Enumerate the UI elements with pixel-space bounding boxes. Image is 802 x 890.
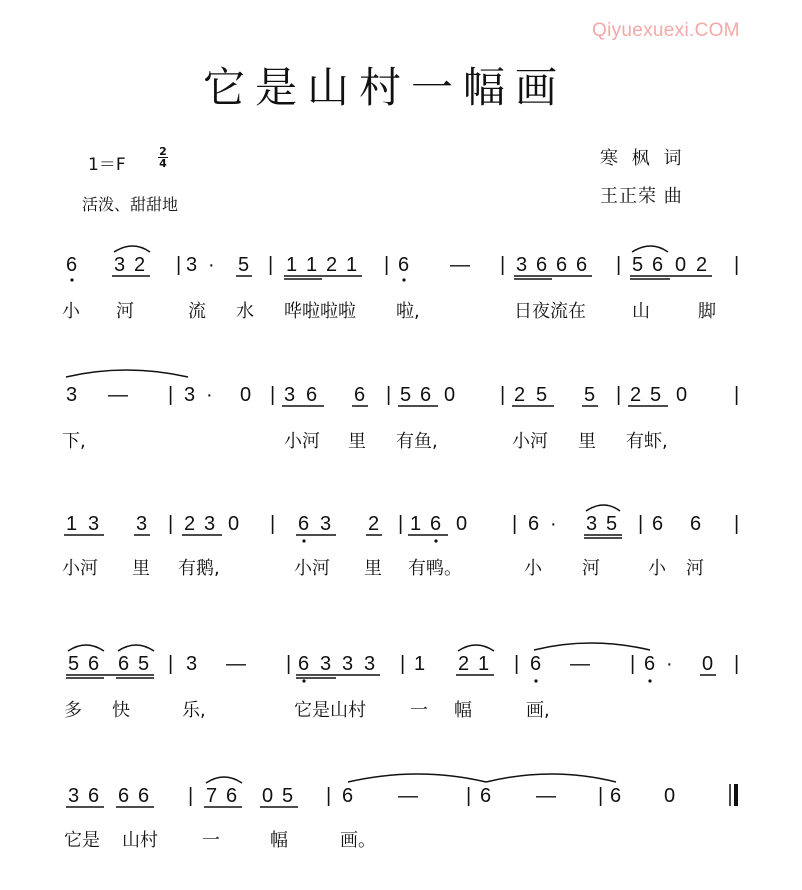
lyric: 山村 [122,830,158,851]
barline: | [734,513,740,535]
barline: | [616,254,622,276]
note: 6 [530,653,542,675]
barline: | [188,785,194,807]
barline: | [500,384,506,406]
note: 5 [400,384,412,406]
barline: | [734,254,740,276]
note: 6 [652,513,664,535]
lyric: 河 [116,301,134,322]
dash-extension: — [398,785,418,807]
dash-extension: — [226,653,246,675]
slur-tie [68,645,104,651]
barline: | [638,513,644,535]
lyric: 小河 [512,431,548,452]
score-line-3 [0,500,802,620]
lyric: 多 [64,700,82,721]
lyric: 日夜流在 [514,301,586,322]
note: 2 [368,513,380,535]
notation-line-2 [0,365,802,485]
note: 6 [306,384,318,406]
octave-dot [434,539,437,542]
note: 3 [516,254,528,276]
time-signature-bottom: 4 [159,157,167,170]
lyric: 画。 [340,830,376,851]
lyric: 里 [578,431,596,452]
note: 1 [286,254,298,276]
lyric: 有鹅, [178,558,220,579]
slur-tie [348,774,486,782]
note: 3 [186,254,198,276]
lyric: 脚 [698,301,716,322]
barline: | [286,653,292,675]
note: 6 [138,785,150,807]
note: 5 [282,785,294,807]
lyric: 小 [524,558,542,579]
note: 1 [346,254,358,276]
barline: | [168,513,174,535]
lyric: 画, [526,700,550,721]
note: 3 [136,513,148,535]
note: 6 [480,785,492,807]
note: 3 [66,384,78,406]
note: 5 [632,254,644,276]
note: 6 [66,254,78,276]
note: 5 [650,384,662,406]
rest: 0 [456,513,468,535]
octave-dot [302,679,305,682]
lyric: 啦, [396,301,420,322]
barline: | [384,254,390,276]
note: 1 [66,513,78,535]
note: 3 [184,384,196,406]
lyric: 一 [410,700,428,721]
augmentation-dot: · [666,653,673,675]
lyric: 有鸭。 [408,558,462,579]
tempo-marking: 活泼、甜甜地 [82,195,179,214]
lyric: 乐, [182,700,206,721]
note: 6 [420,384,432,406]
note: 1 [306,254,318,276]
note: 5 [68,653,80,675]
note: 2 [514,384,526,406]
barline: | [598,785,604,807]
note: 6 [644,653,656,675]
barline: | [270,384,276,406]
rest: 0 [240,384,252,406]
barline: | [400,653,406,675]
lyric: 它是 [64,830,100,851]
octave-dot [70,278,73,281]
note: 6 [528,513,540,535]
note: 2 [458,653,470,675]
slur-tie [586,505,620,511]
note: 3 [88,513,100,535]
lyric: 幅 [270,830,288,851]
note: 3 [364,653,376,675]
note: 2 [184,513,196,535]
barline: | [500,254,506,276]
lyric: 河 [686,558,704,579]
lyric: 有鱼, [396,431,438,452]
score-line-2 [0,365,802,485]
rest: 0 [676,384,688,406]
lyric: 小河 [284,431,320,452]
lyric: 里 [364,558,382,579]
note: 1 [478,653,490,675]
note: 3 [342,653,354,675]
barline: | [514,653,520,675]
note: 6 [88,785,100,807]
barline: | [326,785,332,807]
barline: | [734,384,740,406]
slur-tie [632,246,668,252]
note: 3 [186,653,198,675]
augmentation-dot: · [208,254,215,276]
lyric: 它是山村 [294,700,366,721]
note: 6 [342,785,354,807]
lyric: 一 [202,830,220,851]
note: 6 [118,653,130,675]
lyric: 山 [632,301,650,322]
note: 6 [556,254,568,276]
note: 1 [414,653,426,675]
note: 3 [68,785,80,807]
note: 5 [606,513,618,535]
lyric: 小 [648,558,666,579]
note: 6 [118,785,130,807]
note: 6 [298,513,310,535]
note: 3 [204,513,216,535]
slur-tie [534,643,650,650]
lyric: 小河 [294,558,330,579]
note: 6 [88,653,100,675]
note: 3 [320,653,332,675]
lyric: 快 [112,700,130,721]
note: 3 [284,384,296,406]
rest: 0 [228,513,240,535]
octave-dot [302,539,305,542]
notation-line-1 [0,235,802,355]
note: 7 [206,785,218,807]
barline: | [270,513,276,535]
rest: 0 [675,254,687,276]
note: 2 [630,384,642,406]
rest: 0 [262,785,274,807]
note: 6 [226,785,238,807]
slur-tie [458,645,494,651]
barline: | [176,254,182,276]
slur-tie [486,774,616,782]
note: 6 [398,254,410,276]
key-signature: 1＝F [88,155,126,175]
page-title: 它是山村一幅画 [202,63,567,112]
barline: | [386,384,392,406]
notation-line-3 [0,500,802,620]
note: 3 [586,513,598,535]
note: 5 [584,384,596,406]
composer-credit: 王正荣 曲 [600,186,683,207]
slur-tie [114,246,150,252]
lyric: 有虾, [626,431,668,452]
time-signature-top: 2 [159,145,167,158]
barline: | [466,785,472,807]
score-line-4 [0,640,802,760]
note: 5 [238,254,250,276]
note: 5 [536,384,548,406]
score-line-5 [0,770,802,890]
lyric: 哗啦啦啦 [284,301,356,322]
barline: | [734,653,740,675]
lyric: 小 [62,301,80,322]
barline: | [168,384,174,406]
rest: 0 [702,653,714,675]
note: 3 [320,513,332,535]
note: 6 [354,384,366,406]
octave-dot [534,679,537,682]
barline: | [398,513,404,535]
time-signature [158,146,168,169]
note: 6 [536,254,548,276]
lyric: 幅 [454,700,472,721]
rest: 0 [444,384,456,406]
note: 5 [138,653,150,675]
barline: | [268,254,274,276]
dash-extension: — [450,254,470,276]
lyric: 里 [132,558,150,579]
note: 6 [430,513,442,535]
lyric: 里 [348,431,366,452]
slur-tie [66,370,188,377]
note: 2 [696,254,708,276]
slur-tie [206,777,242,783]
dash-extension: — [108,384,128,406]
rest: 0 [664,785,676,807]
augmentation-dot: · [206,384,213,406]
score-line-1 [0,235,802,355]
lyric: 下, [62,431,86,452]
slur-tie [118,645,154,651]
octave-dot [402,278,405,281]
barline: | [616,384,622,406]
dash-extension: — [536,785,556,807]
barline: | [168,653,174,675]
watermark: Qiyuexuexi.COM [592,20,740,41]
notation-line-5 [0,770,802,890]
dash-extension: — [570,653,590,675]
note: 3 [114,254,126,276]
augmentation-dot: · [550,513,557,535]
note: 6 [652,254,664,276]
note: 2 [326,254,338,276]
note: 2 [134,254,146,276]
note: 6 [298,653,310,675]
note: 1 [410,513,422,535]
lyricist-credit: 寒 枫 词 [600,148,686,169]
octave-dot [648,679,651,682]
lyric: 流 [188,301,206,322]
barline: | [512,513,518,535]
note: 6 [576,254,588,276]
barline: | [630,653,636,675]
lyric: 水 [236,301,254,322]
lyric: 小河 [62,558,98,579]
lyric: 河 [582,558,600,579]
note: 6 [610,785,622,807]
note: 6 [690,513,702,535]
